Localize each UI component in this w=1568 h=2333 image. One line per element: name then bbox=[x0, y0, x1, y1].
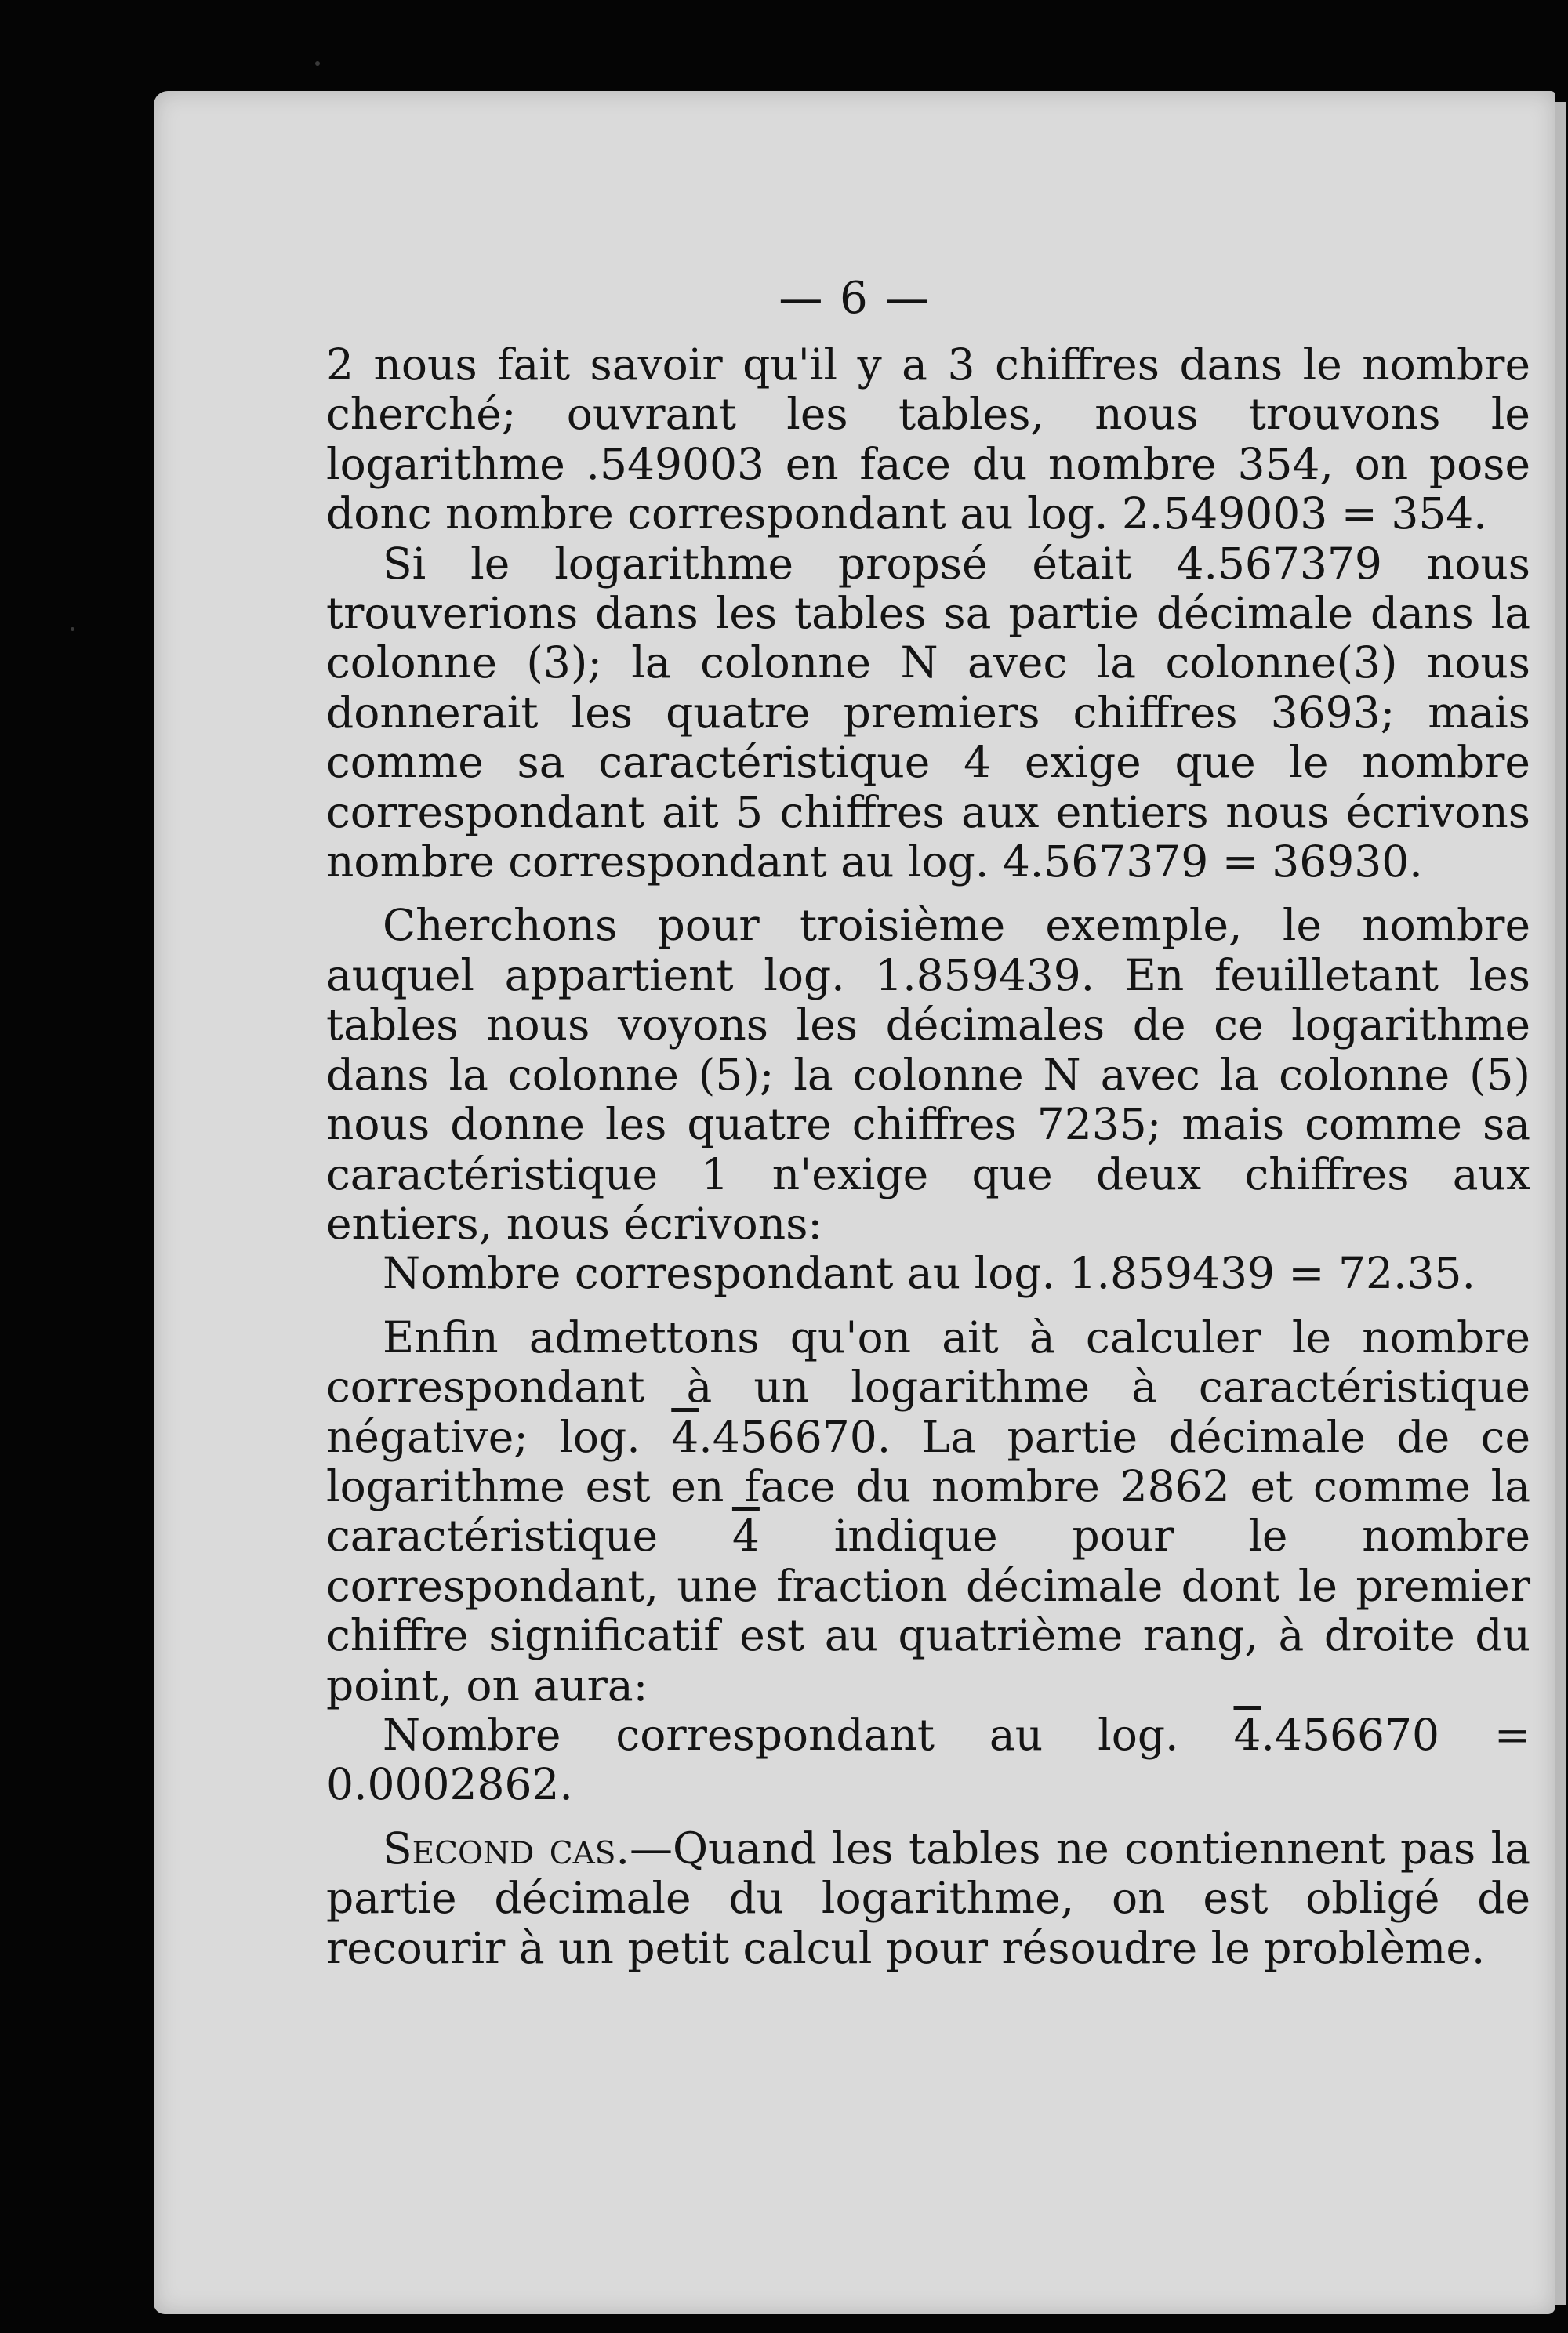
negative-characteristic: 4 bbox=[731, 1511, 760, 1562]
negative-characteristic: 4 bbox=[1233, 1709, 1261, 1760]
paragraph-5-part-c: indique pour le nombre correspondant, une fraction décimale dont le premier chiffre significatif est au quatrième rang, à droite du point, on aura: bbox=[326, 1511, 1530, 1711]
page-edge bbox=[1555, 102, 1566, 2305]
paragraph-5 bbox=[326, 1313, 1530, 1711]
body-text bbox=[326, 340, 1530, 1973]
scan-speck bbox=[71, 627, 74, 631]
paragraph-7 bbox=[326, 1824, 1530, 1973]
paragraph-7-body: —Quand les tables ne contiennent pas la partie décimale du logarithme, on est obligé de recourir à un petit calcul pour résoudre le problème. bbox=[326, 1823, 1530, 1973]
paragraph-5-part-a: Enfin admettons qu'on ait à calculer le nombre correspondant à un logarithme à caractéristique négative; log. bbox=[326, 1312, 1530, 1462]
paragraph-2: Si le logarithme propsé était 4.567379 nous trouverions dans les tables sa partie décimale dans la colonne (3); la colonne N avec la colonne(3) nous donnerait les quatre premiers chiffres 3693; mais comme sa caractéristique 4 exige que le nombre correspondant ait 5 chiffres aux entiers nous écrivons nombre correspondant au log. 4.567379 = 36930. bbox=[326, 538, 1530, 887]
book-page bbox=[154, 91, 1555, 2314]
paragraph-4: Nombre correspondant au log. 1.859439 = 72.35. bbox=[383, 1248, 1475, 1299]
paragraph-6-part-a: Nombre correspondant au log. bbox=[383, 1709, 1234, 1760]
paragraph-3: Cherchons pour troisième exemple, le nombre auquel appartient log. 1.859439. En feuilletant les tables nous voyons les décimales de ce logarithme dans la colonne (5); la colonne N avec la colonne (5) nous donne les quatre chiffres 7235; mais comme sa caractéristique 1 n'exige que deux chiffres aux entiers, nous écrivons: bbox=[326, 900, 1530, 1249]
section-heading: Second cas. bbox=[383, 1823, 630, 1874]
scan-speck bbox=[315, 61, 320, 66]
negative-characteristic: 4 bbox=[671, 1411, 699, 1462]
page-number: — 6 — bbox=[779, 273, 931, 324]
paragraph-6 bbox=[326, 1711, 1530, 1810]
paragraph-6-part-b: .456670 = 0.0002862. bbox=[326, 1709, 1530, 1810]
paragraph-1: 2 nous fait savoir qu'il y a 3 chiffres dans le nombre cherché; ouvrant les tables, nous trouvons le logarithme .549003 en face du nombre 354, on pose donc nombre correspondant au log. 2.549003 = 354. bbox=[326, 339, 1530, 539]
paragraph-5-part-b: .456670. La partie décimale de ce logarithme est en face du nombre 2862 et comme la caractéristique bbox=[326, 1411, 1531, 1562]
